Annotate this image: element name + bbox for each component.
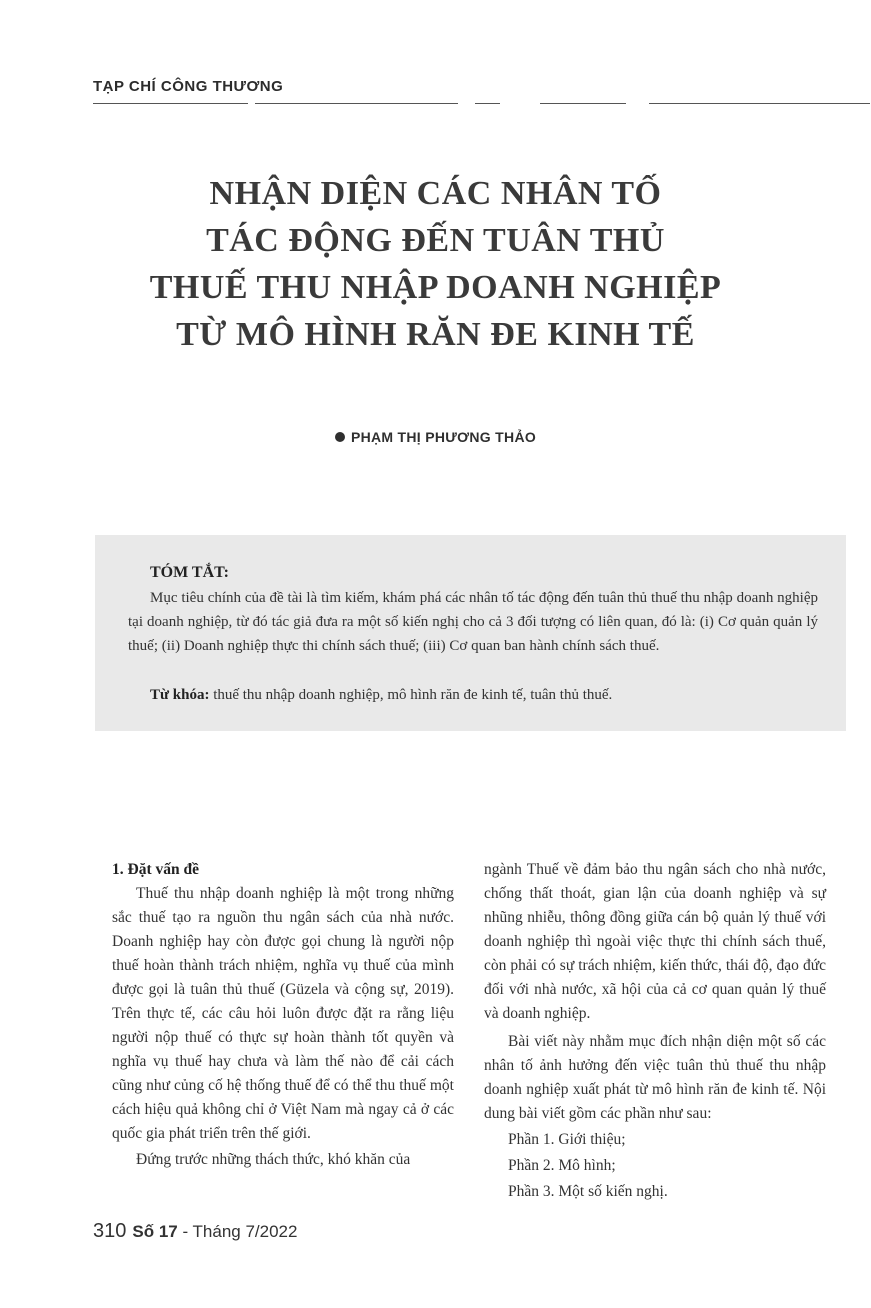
header-rule (93, 103, 248, 104)
title-line-4: TỪ MÔ HÌNH RĂN ĐE KINH TẾ (176, 316, 695, 353)
issue-number: Số 17 (132, 1222, 178, 1241)
article-title (80, 170, 791, 358)
list-item: Phần 3. Một số kiến nghị. (508, 1183, 668, 1200)
author-name: PHẠM THỊ PHƯƠNG THẢO (350, 429, 537, 445)
issue-date: - Tháng 7/2022 (182, 1222, 298, 1241)
title-line-2: TÁC ĐỘNG ĐẾN TUÂN THỦ (206, 222, 665, 259)
paragraph: ngành Thuế về đảm bảo thu ngân sách cho nhà nước, chống thất thoát, gian lận của doanh nghiệp và sự nhũng nhiễu, thông đồng giữa cán bộ quản lý thuế với doanh nghiệp thì ngoài việc thực thi chính sách thuế, còn phải có sự trách nhiệm, kiến thức, thái độ, đạo đức đối với nhà nước, xã hội của cả cơ quan quản lý thuế và doanh nghiệp. (484, 861, 826, 1022)
header-rule (255, 103, 458, 104)
paragraph: Thuế thu nhập doanh nghiệp là một trong những sắc thuế tạo ra nguồn thu ngân sách của nhà nước. Doanh nghiệp hay còn được gọi chung là người nộp thuế hoàn thành trách nhiệm, nghĩa vụ thuế của mình được gọi là tuân thủ thuế (Güzela và cộng sự, 2019). Trên thực tế, các câu hỏi luôn được đặt ra rằng liệu người nộp thuế có thực sự hoàn thành tốt quyền và nghĩa vụ thuế hay chưa và làm thế nào để cải cách cũng như củng cố hệ thống thuế để có thể thu thuế một cách hiệu quả không chỉ ở Việt Nam mà ngay cả ở các quốc gia phát triển trên thế giới. (112, 885, 454, 1142)
header-rule (475, 103, 500, 104)
title-line-1: NHẬN DIỆN CÁC NHÂN TỐ (209, 175, 662, 212)
keywords-text: thuế thu nhập doanh nghiệp, mô hình răn đe kinh tế, tuân thủ thuế. (213, 687, 613, 703)
body-left-column (112, 858, 454, 1172)
keywords-label: Từ khóa: (150, 687, 210, 703)
paragraph: Đứng trước những thách thức, khó khăn của (136, 1151, 411, 1168)
abstract-text: Mục tiêu chính của đề tài là tìm kiếm, khám phá các nhân tố tác động đến tuân thủ thuế thu nhập doanh nghiệp tại doanh nghiệp, từ đó tác giả đưa ra một số kiến nghị cho cả 3 đối tượng có liên quan, đó là: (i) Cơ quản quản lý thuế; (ii) Doanh nghiệp thực thi chính sách thuế; (iii) Cơ quan ban hành chính sách thuế. (128, 590, 818, 654)
section-heading: 1. Đặt vấn đề (112, 861, 199, 878)
author-line (0, 429, 871, 445)
body-right-column (484, 858, 826, 1204)
abstract-heading: TÓM TẮT: (150, 564, 229, 581)
bullet-icon (335, 432, 345, 442)
page-footer (93, 1220, 297, 1243)
journal-header: TẠP CHÍ CÔNG THƯƠNG (93, 78, 284, 95)
header-rule (649, 103, 870, 104)
keywords (150, 684, 820, 706)
list-item: Phần 1. Giới thiệu; (508, 1131, 626, 1148)
list-item: Phần 2. Mô hình; (508, 1157, 616, 1174)
header-rule (540, 103, 626, 104)
page-number: 310 (93, 1220, 127, 1242)
paragraph: Bài viết này nhằm mục đích nhận diện một số các nhân tố ảnh hưởng đến việc tuân thủ thuế thu nhập doanh nghiệp xuất phát từ mô hình răn đe kinh tế. Nội dung bài viết gồm các phần như sau: (484, 1033, 826, 1122)
title-line-3: THUẾ THU NHẬP DOANH NGHIỆP (149, 269, 722, 306)
